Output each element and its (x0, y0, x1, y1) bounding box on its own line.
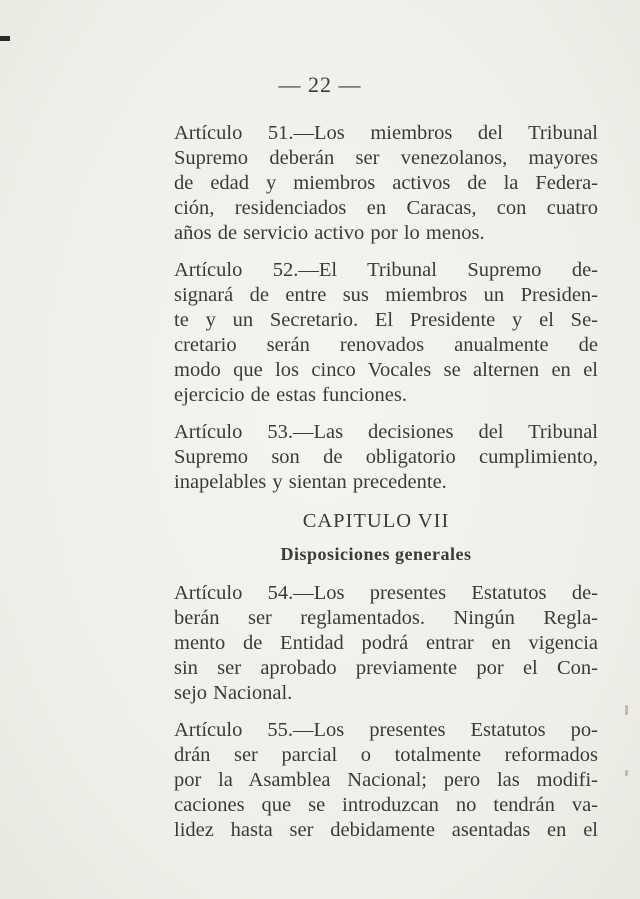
text-line: ción, residenciados en Caracas, con cuatro (174, 197, 598, 219)
article-55 (154, 718, 598, 843)
article-51 (154, 121, 598, 246)
text-line: Artículo 55.—Los presentes Estatutos po- (174, 719, 598, 741)
paper-speck (625, 770, 628, 776)
text-line: Artículo 52.—El Tribunal Supremo de- (174, 259, 598, 281)
text-line: lidez hasta ser debidamente asentadas en el (174, 819, 598, 841)
article-54 (154, 581, 598, 706)
article-53 (154, 420, 598, 495)
text-line: Artículo 51.—Los miembros del Tribunal (174, 122, 598, 144)
text-line: de edad y miembros activos de la Federa- (174, 172, 598, 194)
text-line: Supremo deberán ser venezolanos, mayores (174, 147, 598, 169)
text-line: cretario serán renovados anualmente de (174, 334, 598, 356)
article-52 (154, 258, 598, 408)
text-line: sejo Nacional. (174, 682, 293, 704)
text-line: signará de entre sus miembros un Presiden- (174, 284, 598, 306)
paper-speck (625, 705, 628, 715)
text-line: inapelables y sientan precedente. (174, 471, 447, 493)
page-number: — 22 — (278, 72, 362, 97)
text-line: Artículo 53.—Las decisiones del Tribunal (174, 421, 598, 443)
binding-mark (0, 36, 10, 41)
text-line: drán ser parcial o totalmente reformados (174, 744, 598, 766)
text-line: mento de Entidad podrá entrar en vigencia (174, 632, 598, 654)
text-line: ejercicio de estas funciones. (174, 384, 407, 406)
text-line: te y un Secretario. El Presidente y el Se- (174, 309, 598, 331)
text-line: sin ser aprobado previamente por el Con- (174, 657, 598, 679)
text-line: caciones que se introduzcan no tendrán va- (174, 794, 598, 816)
text-line: modo que los cinco Vocales se alternen en el (174, 359, 598, 381)
chapter-title: CAPITULO VII (302, 510, 450, 532)
section-heading: Disposiciones generales (280, 544, 472, 564)
text-line: años de servicio activo por lo menos. (174, 222, 485, 244)
text-line: Supremo son de obligatorio cumplimiento, (174, 446, 598, 468)
text-line: berán ser reglamentados. Ningún Regla- (174, 607, 598, 629)
page-content (154, 121, 598, 855)
text-line: Artículo 54.—Los presentes Estatutos de- (174, 582, 598, 604)
text-line: por la Asamblea Nacional; pero las modifi- (174, 769, 598, 791)
